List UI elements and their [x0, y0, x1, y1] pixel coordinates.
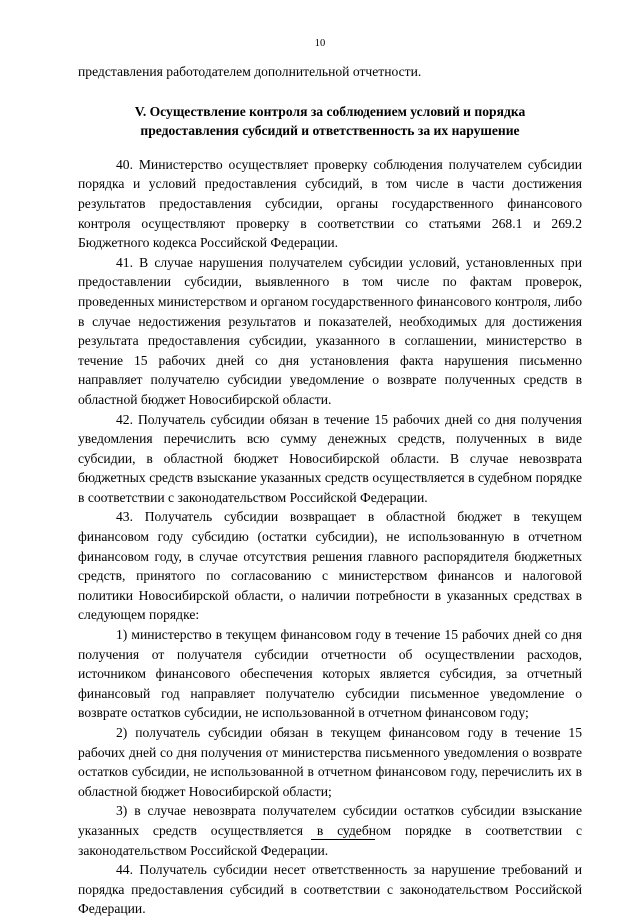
page-number: 10 — [314, 38, 326, 49]
section-heading — [78, 102, 582, 141]
paragraph-43-item-1: 1) министерство в текущем финансовом году в течение 15 рабочих дней со дня получения от получателя субсидии отчетности об осуществлении расходов, источником финансового обеспечения которых является субсидия, за отчетный финансовый год направляет получателю субсидии письменное уведомление о возврате остатков субсидии, не использованной в отчетном финансовом году; — [78, 627, 582, 721]
end-separator-line — [311, 839, 375, 840]
paragraph-44: 44. Получатель субсидии несет ответственность за нарушение требований и порядка предоставления субсидий в соответствии с законодательством Российской Федерации. — [78, 862, 582, 917]
paragraph-41: 41. В случае нарушения получателем субсидии условий, установленных при предоставлении субсидии, выявленного в том числе по фактам проверок, проведенных министерством и органом государственного финансового контроля, либо в случае недостижения результатов и показателей, необходимых для достижения результата предоставления субсидии, указанного в соглашении, министерство в течение 15 рабочих дней со дня установления факта нарушения письменно направляет получателю субсидии уведомление о возврате полученных средств в областной бюджет Новосибирской области. — [78, 254, 582, 407]
paragraph-42: 42. Получатель субсидии обязан в течение 15 рабочих дней со дня получения уведомления перечислить всю сумму денежных средств, полученных в виде субсидии, в областной бюджет Новосибирской области. В случае невозврата бюджетных средств взыскание указанных средств осуществляется в судебном порядке в соответствии с законодательством Российской Федерации. — [78, 411, 582, 505]
paragraph-43-item-2: 2) получатель субсидии обязан в текущем финансовом году в течение 15 рабочих дней со дня получения от министерства письменного уведомления о возврате остатков субсидии, не использованной в отчетном финансовом году, перечислить их в областной бюджет Новосибирской области; — [78, 725, 582, 799]
document-body — [78, 62, 582, 919]
section-heading-line-1: V. Осуществление контроля за соблюдением условий и порядка — [134, 103, 526, 119]
paragraph-43: 43. Получатель субсидии возвращает в областной бюджет в текущем финансовом году субсидию (остатки субсидии), не использованную в отчетном финансовом году, в случае отсутствия решения главного распорядителя бюджетных средств, принятого по согласованию с министерством финансов и налоговой политики Новосибирской области, о наличии потребности в указанных средствах в следующем порядке: — [78, 509, 582, 623]
lead-text: представления работодателем дополнительной отчетности. — [78, 64, 422, 79]
section-heading-line-2: предоставления субсидий и ответственность за их нарушение — [140, 123, 520, 139]
paragraph-43-item-3: 3) в случае невозврата получателем субсидии остатков субсидии взыскание указанных средств осуществляется в судебном порядке в соответствии с законодательством Российской Федерации. — [78, 803, 582, 858]
paragraph-40: 40. Министерство осуществляет проверку соблюдения получателем субсидии порядка и условий предоставления субсидий, в том числе в части достижения результатов предоставления субсидии, органы государственного финансового контроля осуществляют проверку в соответствии со статьями 268.1 и 269.2 Бюджетного кодекса Российской Федерации. — [78, 156, 582, 251]
